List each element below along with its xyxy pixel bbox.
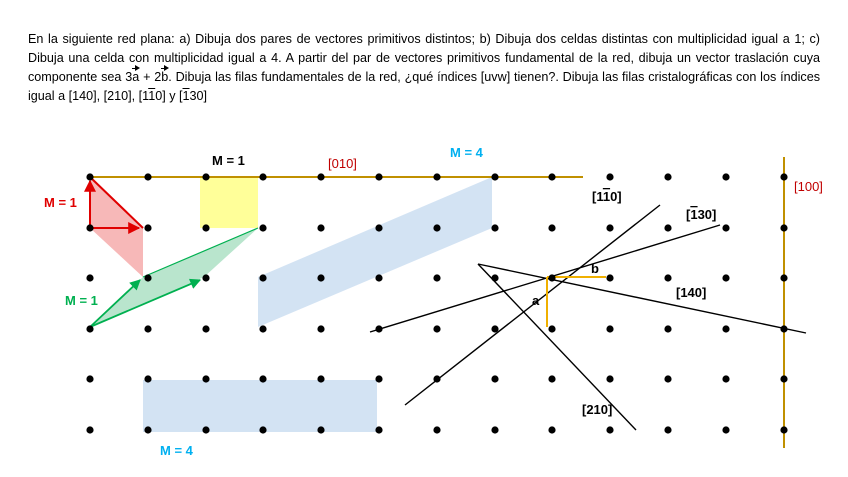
lattice-point — [722, 274, 729, 281]
lattice-point — [491, 325, 498, 332]
lattice-point — [664, 173, 671, 180]
label-vector-a: a — [532, 293, 540, 308]
lattice-point — [548, 426, 555, 433]
lattice-point — [202, 325, 209, 332]
label-row-210: [210] — [582, 402, 613, 417]
label-row-100: [100] — [794, 179, 823, 194]
cell-blue-m4-top — [258, 177, 492, 327]
label-m1-green: M = 1 — [65, 293, 98, 308]
problem-text-part-3: 0] y [ — [155, 89, 183, 103]
lattice-point — [259, 426, 266, 433]
label-row-130-bar: 1 — [690, 207, 698, 222]
lattice-point — [202, 375, 209, 382]
vector-a-symbol: a — [132, 68, 139, 87]
lattice-point — [433, 426, 440, 433]
cell-yellow-m1 — [200, 177, 258, 228]
lattice-point — [86, 426, 93, 433]
lattice-point — [202, 274, 209, 281]
lattice-point — [664, 224, 671, 231]
lattice-point — [375, 426, 382, 433]
label-row-1-10-bar: 1 — [602, 189, 611, 204]
label-row-1-10 — [592, 189, 622, 204]
lattice-point — [86, 173, 93, 180]
lattice-point — [606, 325, 613, 332]
label-vector-b: b — [591, 261, 599, 276]
label-row-130-pre: [ — [686, 207, 691, 222]
lattice-point — [780, 426, 787, 433]
lattice-point — [317, 375, 324, 382]
lattice-point — [202, 426, 209, 433]
lattice-point — [259, 375, 266, 382]
lattice-point — [780, 173, 787, 180]
lattice-point — [317, 224, 324, 231]
lattice-point — [259, 224, 266, 231]
lattice-point — [144, 274, 151, 281]
lattice-point — [433, 173, 440, 180]
lattice-point — [433, 274, 440, 281]
row-line-140 — [478, 264, 806, 333]
label-m4-bottom: M = 4 — [160, 443, 193, 458]
lattice-point — [433, 375, 440, 382]
lattice-point — [317, 426, 324, 433]
label-m1-red: M = 1 — [44, 195, 77, 210]
lattice-point — [664, 375, 671, 382]
lattice-point — [780, 274, 787, 281]
lattice-point — [780, 375, 787, 382]
lattice-point — [548, 173, 555, 180]
lattice-point — [664, 426, 671, 433]
label-row-1-10-post: 0] — [610, 189, 622, 204]
lattice-point — [548, 224, 555, 231]
lattice-point — [722, 173, 729, 180]
lattice-point — [202, 173, 209, 180]
label-row-010: [010] — [328, 156, 357, 171]
lattice-point — [722, 426, 729, 433]
lattice-point — [433, 325, 440, 332]
lattice-point — [664, 274, 671, 281]
lattice-point — [86, 224, 93, 231]
cell-blue-m4-bottom — [143, 380, 377, 432]
lattice-point — [722, 375, 729, 382]
label-row-130-post: 30] — [697, 207, 717, 222]
lattice-point — [86, 325, 93, 332]
lattice-point — [86, 274, 93, 281]
label-m4-top: M = 4 — [450, 145, 483, 160]
lattice-point — [722, 325, 729, 332]
lattice-point — [548, 274, 555, 281]
lattice-point — [606, 173, 613, 180]
lattice-point — [317, 325, 324, 332]
lattice-point — [491, 375, 498, 382]
lattice-point — [375, 224, 382, 231]
lattice-point — [259, 274, 266, 281]
label-row-130 — [686, 207, 716, 222]
lattice-point — [375, 274, 382, 281]
lattice-point — [606, 426, 613, 433]
problem-text-part-4: 30] — [189, 89, 208, 103]
overbar-one-1: 1 — [148, 89, 156, 103]
label-row-140: [140] — [676, 285, 707, 300]
problem-plus-two: + 2 — [139, 70, 162, 84]
lattice-point — [548, 375, 555, 382]
lattice-point — [491, 224, 498, 231]
problem-text-part-2: . Dibuja las filas fundamentales de la red, ¿qué índices [uvw] tienen?. Dibuja las filas cristalográficas con los índices igual a [140], [210], [1 — [28, 70, 820, 103]
lattice-point — [491, 426, 498, 433]
lattice-point — [548, 325, 555, 332]
lattice-point — [375, 325, 382, 332]
lattice-point — [375, 173, 382, 180]
lattice-point — [144, 173, 151, 180]
lattice-point — [664, 325, 671, 332]
label-row-1-10-pre: [1 — [592, 189, 603, 204]
lattice-point — [144, 426, 151, 433]
lattice-point — [375, 375, 382, 382]
lattice-point — [722, 224, 729, 231]
lattice-point — [144, 375, 151, 382]
lattice-point — [86, 375, 93, 382]
lattice-point — [317, 274, 324, 281]
lattice-point — [780, 325, 787, 332]
lattice-point — [780, 224, 787, 231]
lattice-point — [606, 274, 613, 281]
lattice-point — [144, 325, 151, 332]
lattice-point — [202, 224, 209, 231]
overbar-one-2: 1 — [182, 89, 190, 103]
lattice-point — [491, 274, 498, 281]
lattice-point — [259, 173, 266, 180]
problem-text-part-1: En la siguiente red plana: a) Dibuja dos pares de vectores primitivos distintos; b) Dibuja dos celdas distintas con multiplicidad igual a 1; c) Dibuja una celda con multiplicidad igual a 4. A partir del par de vectores primitivos fundamental de la red, dibuja un vector traslación cuya componente sea 3 — [28, 32, 820, 84]
lattice-point — [317, 173, 324, 180]
vector-b-symbol: b — [161, 68, 168, 87]
label-m1-top: M = 1 — [212, 153, 245, 168]
lattice-point — [606, 224, 613, 231]
lattice-point — [491, 173, 498, 180]
lattice-point — [259, 325, 266, 332]
lattice-point — [433, 224, 440, 231]
lattice-point — [606, 375, 613, 382]
lattice-point — [144, 224, 151, 231]
